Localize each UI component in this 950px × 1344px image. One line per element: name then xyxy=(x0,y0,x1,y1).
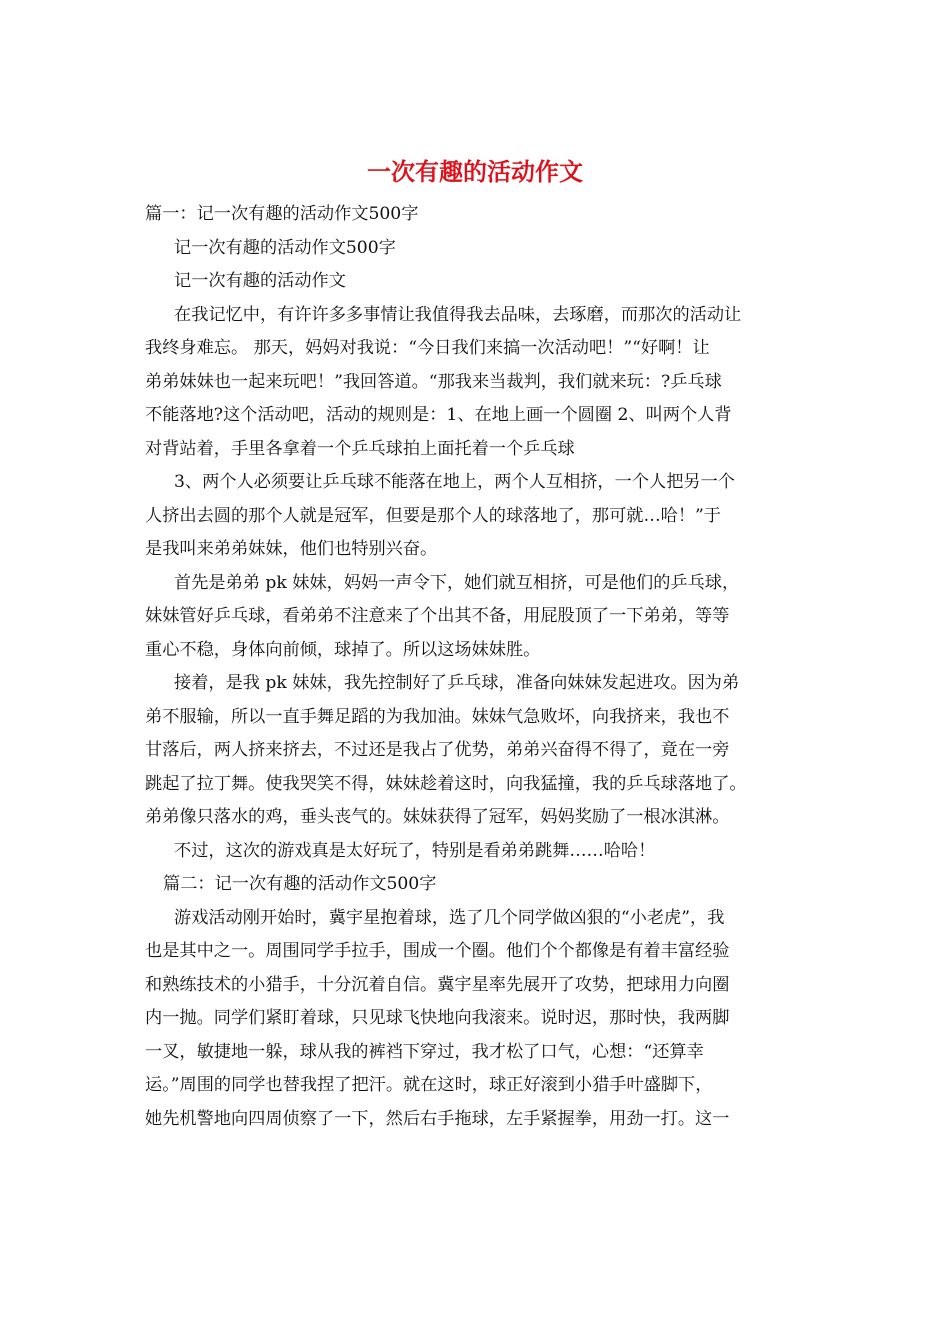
text-line: 我终身难忘。 那天，妈妈对我说：“今日我们来搞一次活动吧！”“好啊！让 xyxy=(145,338,710,358)
text-line: 运。”周围的同学也替我捏了把汗。就在这时，球正好滚到小猎手叶盛脚下， xyxy=(145,1075,713,1095)
text-line: 游戏活动刚开始时，冀宇星抱着球，选了几个同学做凶狠的“小老虎”，我 xyxy=(174,907,725,928)
document-body xyxy=(145,198,813,1136)
text-line: 弟弟像只落水的鸡，垂头丧气的。妹妹获得了冠军，妈妈奖励了一根冰淇淋。 xyxy=(145,807,730,827)
text-line: 对背站着，手里各拿着一个乒乓球拍上面托着一个乒乓球 xyxy=(145,438,575,459)
section-heading: 篇二：记一次有趣的活动作文500字 xyxy=(163,874,437,894)
text-line: 也是其中之一。周围同学手拉手，围成一个圈。他们个个都像是有着丰富经验 xyxy=(145,941,730,961)
text-line: 弟不服输，所以一直手舞足蹈的为我加油。妹妹气急败坏，向我挤来，我也不 xyxy=(145,706,730,727)
text-line: 重心不稳，身体向前倾，球掉了。所以这场妹妹胜。 xyxy=(145,639,541,660)
text-line: 弟弟妹妹也一起来玩吧！”我回答道。“那我来当裁判，我们就来玩：?乒乓球 xyxy=(145,371,722,392)
text-line: 一叉，敏捷地一躲，球从我的裤裆下穿过，我才松了口气，心想：“还算幸 xyxy=(145,1041,704,1062)
text-line: 和熟练技术的小猎手，十分沉着自信。冀宇星率先展开了攻势，把球用力向圈 xyxy=(145,974,730,995)
text-line: 内一抛。同学们紧盯着球，只见球飞快地向我滚来。说时迟，那时快，我两脚 xyxy=(145,1008,730,1028)
text-line: 人挤出去圆的那个人就是冠军，但要是那个人的球落地了，那可就…哈！”于 xyxy=(145,505,721,526)
text-line: 她先机警地向四周侦察了一下，然后右手拖球，左手紧握拳，用劲一打。这一 xyxy=(145,1108,730,1129)
text-line: 接着，是我 pk 妹妹，我先控制好了乒乓球，准备向妹妹发起进攻。因为弟 xyxy=(174,673,740,693)
text-line: 在我记忆中，有许许多多事情让我值得我去品味，去琢磨，而那次的活动让 xyxy=(174,304,742,325)
text-line: 不能落地?这个活动吧，活动的规则是：1、在地上画一个圆圈 2、叫两个人背 xyxy=(145,405,732,425)
section-heading: 篇一：记一次有趣的活动作文500字 xyxy=(145,204,419,224)
text-line: 记一次有趣的活动作文 xyxy=(174,271,346,291)
text-line: 是我叫来弟弟妹妹，他们也特别兴奋。 xyxy=(145,539,438,559)
text-line: 不过，这次的游戏真是太好玩了，特别是看弟弟跳舞……哈哈！ xyxy=(174,840,656,861)
text-line: 跳起了拉丁舞。使我哭笑不得，妹妹趁着这时，向我猛撞，我的乒乓球落地了。 xyxy=(145,773,747,794)
text-line: 3、两个人必须要让乒乓球不能落在地上，两个人互相挤，一个人把另一个 xyxy=(174,472,735,492)
document-title: 一次有趣的活动作文 xyxy=(367,157,583,186)
text-line: 首先是弟弟 pk 妹妹，妈妈一声令下，她们就互相挤，可是他们的乒乓球， xyxy=(174,572,740,593)
text-line: 记一次有趣的活动作文500字 xyxy=(174,237,396,258)
text-line: 甘落后，两人挤来挤去，不过还是我占了优势，弟弟兴奋得不得了，竟在一旁 xyxy=(145,740,730,760)
text-line: 妹妹管好乒乓球，看弟弟不注意来了个出其不备，用屁股顶了一下弟弟，等等 xyxy=(145,606,730,626)
